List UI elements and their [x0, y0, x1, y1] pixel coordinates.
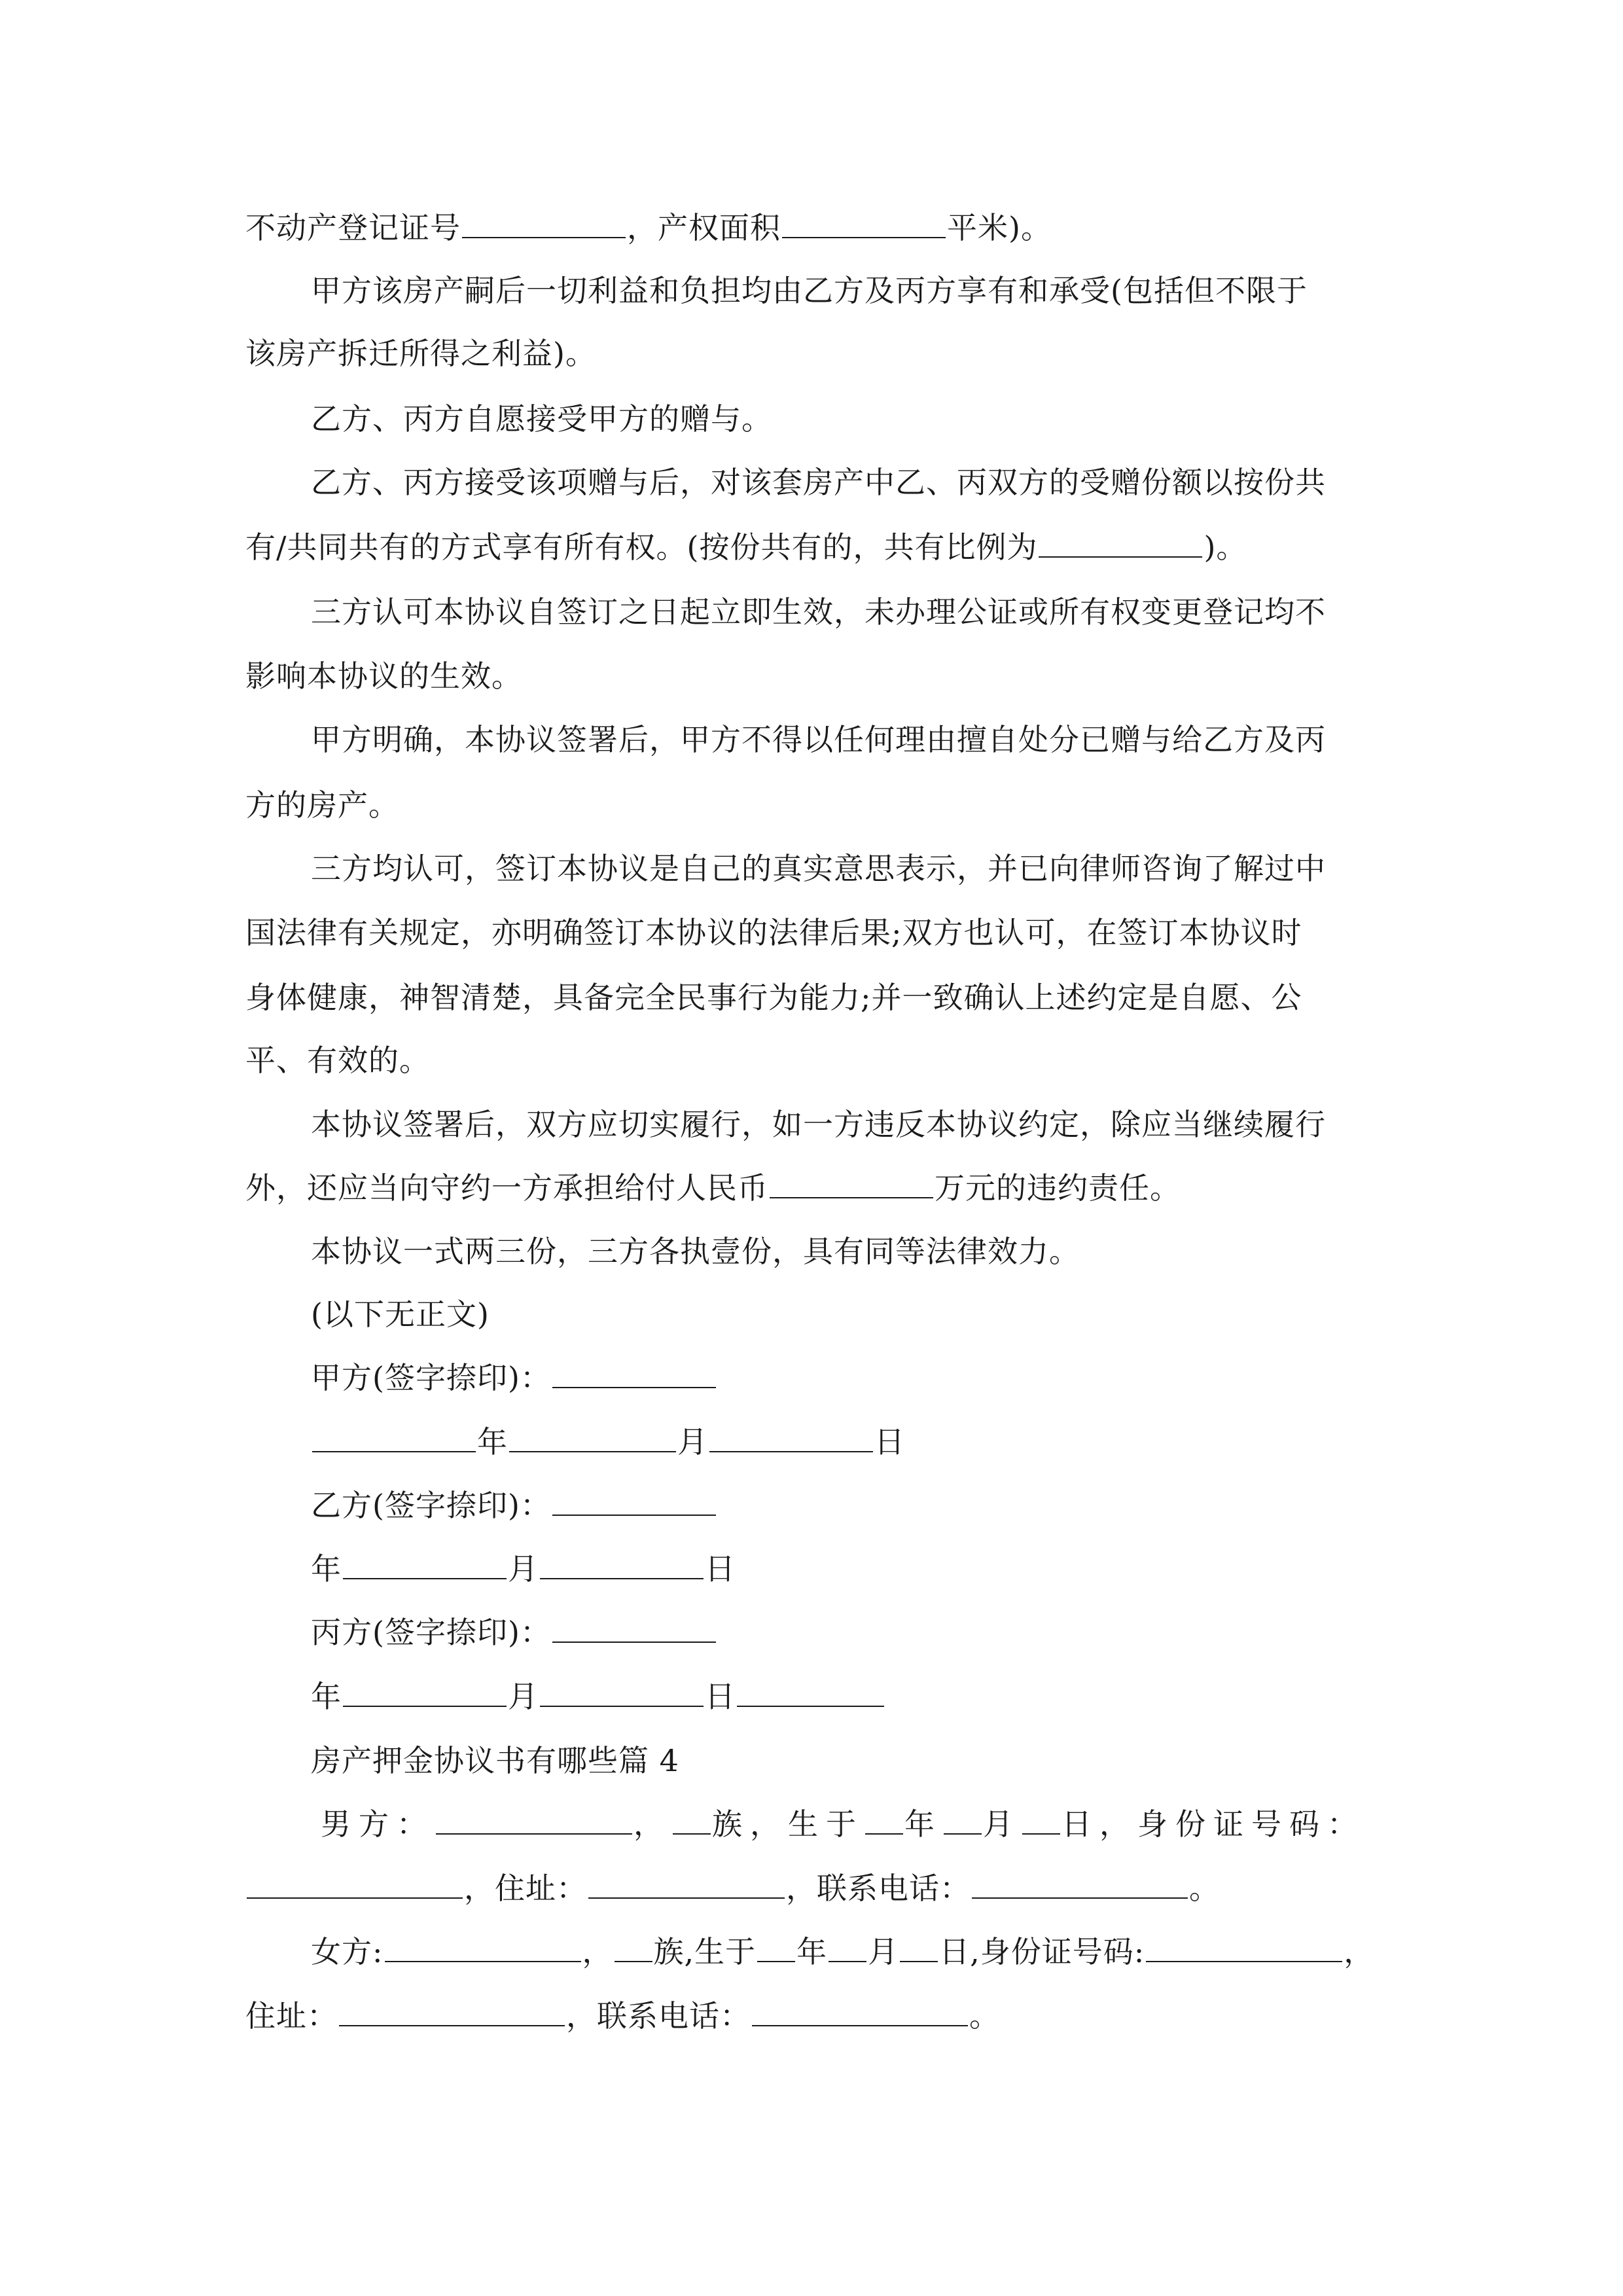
- male-party-contact-line: ，住址： ，联系电话： 。: [245, 1869, 1220, 1908]
- signature-line-b: 乙方(签字捺印)：: [311, 1486, 717, 1525]
- fill-blank[interactable]: [770, 1168, 933, 1198]
- date-line-c: 年 月 日: [311, 1677, 885, 1716]
- address-blank[interactable]: [339, 1996, 565, 2026]
- text-line: 本协议一式两三份，三方各执壹份，具有同等法律效力。: [311, 1234, 1080, 1269]
- signature-blank[interactable]: [552, 1613, 716, 1643]
- birth-month-blank[interactable]: [829, 1932, 866, 1962]
- month-blank[interactable]: [343, 1549, 507, 1579]
- signature-blank[interactable]: [552, 1358, 716, 1388]
- month-blank[interactable]: [509, 1422, 676, 1452]
- birth-year-blank[interactable]: [865, 1804, 903, 1835]
- text-line: 三方均认可，签订本协议是自己的真实意思表示，并已向律师咨询了解过中: [311, 851, 1326, 886]
- fill-blank[interactable]: [462, 208, 626, 238]
- ethnicity-blank[interactable]: [615, 1932, 652, 1962]
- text-line: 乙方、丙方自愿接受甲方的赠与。: [311, 401, 772, 437]
- birth-day-blank[interactable]: [1022, 1804, 1060, 1835]
- text-line: 有/共同共有的方式享有所有权。(按份共有的，共有比例为 )。: [245, 528, 1247, 567]
- month-blank[interactable]: [343, 1677, 507, 1707]
- text-line: 平、有效的。: [245, 1043, 430, 1078]
- fill-blank[interactable]: [1039, 528, 1202, 558]
- day-blank[interactable]: [709, 1422, 873, 1452]
- text-line: 方的房产。: [245, 787, 399, 823]
- text-line: 甲方该房产嗣后一切利益和负担均由乙方及丙方享有和承受(包括但不限于: [311, 273, 1308, 308]
- female-party-contact-line: 住址： ，联系电话： 。: [245, 1996, 1000, 2036]
- phone-blank[interactable]: [972, 1869, 1188, 1899]
- birth-day-blank[interactable]: [900, 1932, 938, 1962]
- text-line: 不动产登记证号 ，产权面积 平米)。: [245, 208, 1052, 247]
- address-blank[interactable]: [588, 1869, 785, 1899]
- day-blank[interactable]: [540, 1677, 704, 1707]
- text-line: 外，还应当向守约一方承担给付人民币 万元的违约责任。: [245, 1168, 1181, 1208]
- text-line: 身体健康，神智清楚，具备完全民事行为能力;并一致确认上述约定是自愿、公: [245, 980, 1302, 1015]
- name-blank[interactable]: [385, 1932, 581, 1962]
- fill-blank[interactable]: [737, 1677, 884, 1707]
- ethnicity-blank[interactable]: [673, 1804, 711, 1835]
- date-line-b: 年 月 日: [311, 1549, 736, 1588]
- male-party-line: 男方： ， 族，生于 年 月 日，身份证号码：: [321, 1804, 1365, 1844]
- female-party-line: 女方: ， 族,生于 年 月 日,身份证号码: ，: [311, 1932, 1374, 1971]
- text-line: (以下无正文): [311, 1297, 490, 1332]
- signature-line-c: 丙方(签字捺印)：: [311, 1613, 717, 1652]
- text-line: 影响本协议的生效。: [245, 658, 522, 694]
- phone-blank[interactable]: [752, 1996, 968, 2026]
- year-blank[interactable]: [312, 1422, 476, 1452]
- text-line: 甲方明确，本协议签署后，甲方不得以任何理由擅自处分已赠与给乙方及丙: [311, 722, 1326, 757]
- text-line: 乙方、丙方接受该项赠与后，对该套房产中乙、丙双方的受赠份额以按份共: [311, 465, 1326, 500]
- day-blank[interactable]: [540, 1549, 704, 1579]
- id-number-blank[interactable]: [247, 1869, 463, 1899]
- birth-month-blank[interactable]: [944, 1804, 982, 1835]
- section-heading: 房产押金协议书有哪些篇 4: [311, 1743, 679, 1778]
- text-line: 三方认可本协议自签订之日起立即生效，未办理公证或所有权变更登记均不: [311, 594, 1326, 630]
- text-line: 该房产拆迁所得之利益)。: [245, 336, 596, 371]
- name-blank[interactable]: [436, 1804, 632, 1835]
- signature-blank[interactable]: [552, 1486, 716, 1516]
- text-line: 本协议签署后，双方应切实履行，如一方违反本协议约定，除应当继续履行: [311, 1107, 1326, 1142]
- text-line: 国法律有关规定，亦明确签订本协议的法律后果;双方也认可，在签订本协议时: [245, 915, 1302, 950]
- fill-blank[interactable]: [782, 208, 946, 238]
- id-number-blank[interactable]: [1146, 1932, 1342, 1962]
- birth-year-blank[interactable]: [757, 1932, 795, 1962]
- signature-line-a: 甲方(签字捺印)：: [311, 1358, 717, 1397]
- date-line-a: 年 月 日: [311, 1422, 905, 1462]
